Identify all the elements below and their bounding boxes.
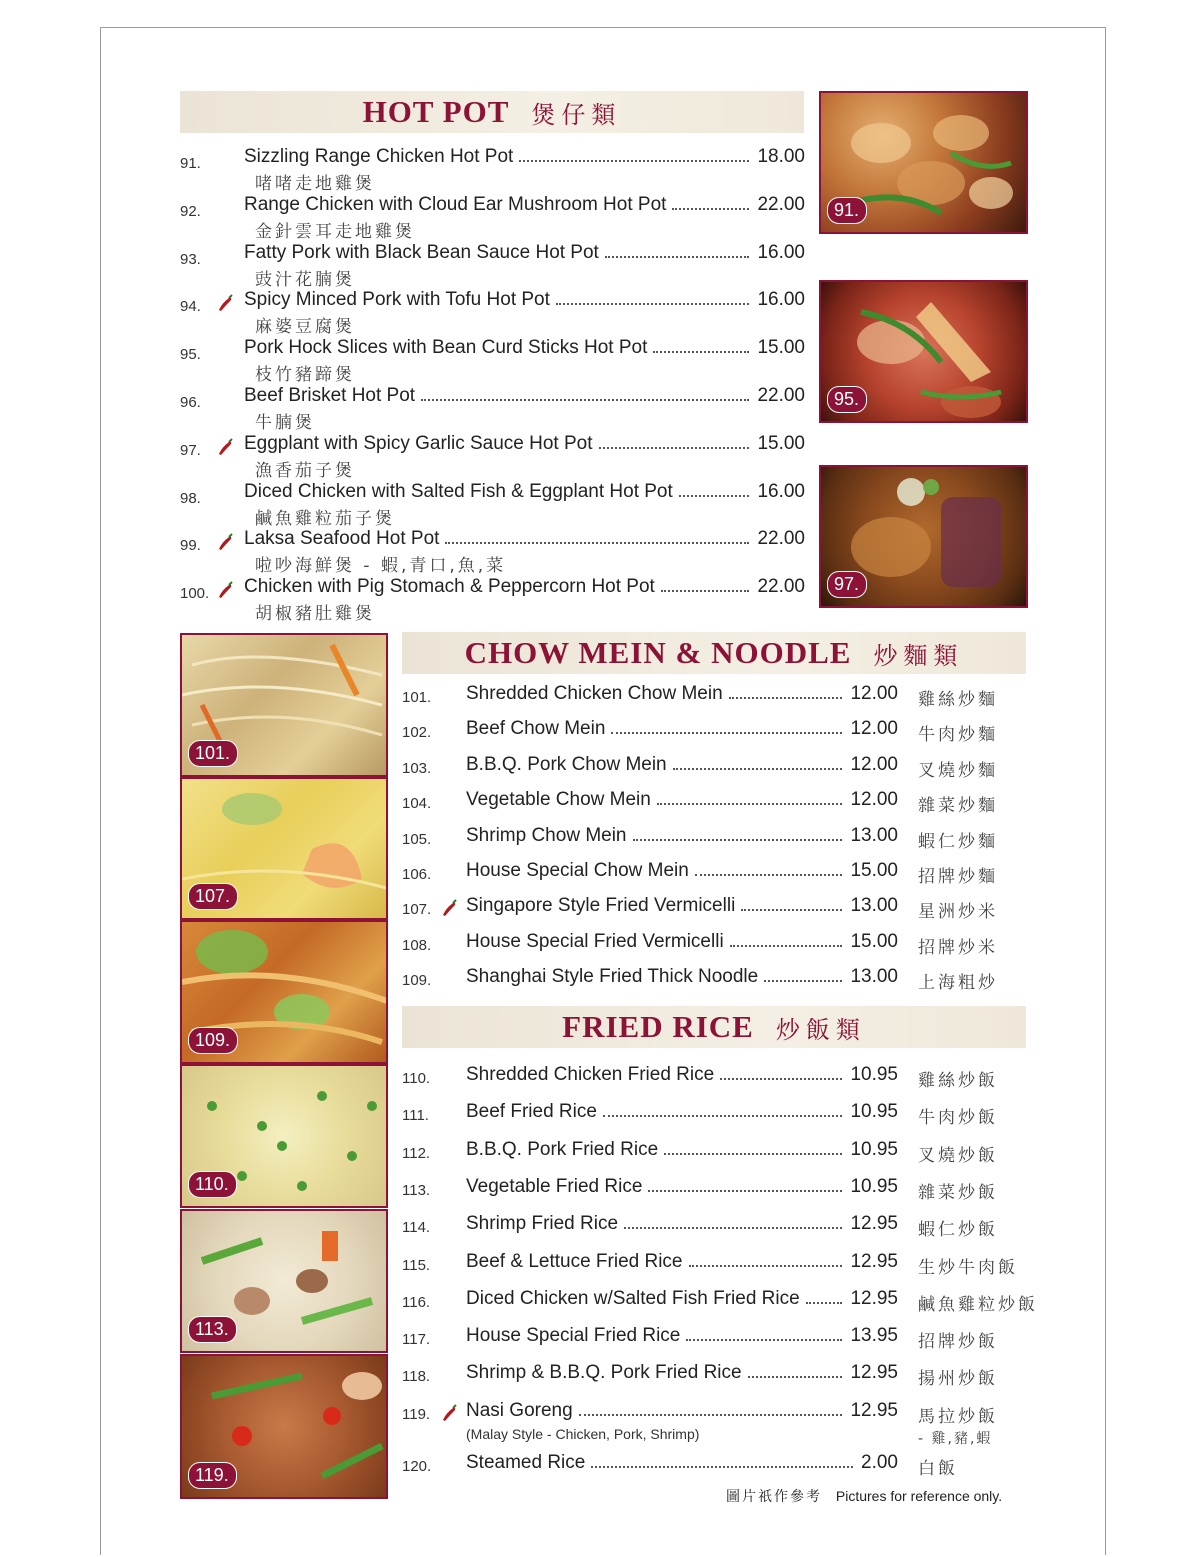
chili-pepper-icon bbox=[216, 532, 236, 552]
item-name: Shrimp Fried Rice bbox=[466, 1213, 619, 1235]
dot-leader bbox=[729, 697, 843, 699]
dot-leader bbox=[611, 732, 842, 734]
item-number: 118. bbox=[402, 1368, 431, 1386]
dot-leader bbox=[519, 160, 749, 162]
item-price: 22.00 bbox=[757, 576, 805, 598]
menu-item bbox=[178, 481, 805, 529]
chow-mein-title-zh: 炒麵類 bbox=[873, 641, 964, 670]
item-name-zh: 枝竹豬蹄煲 bbox=[255, 365, 355, 386]
dot-leader bbox=[591, 1466, 853, 1468]
item-name-zh: 牛肉炒飯 bbox=[918, 1108, 998, 1129]
dot-leader bbox=[556, 303, 750, 305]
item-number: 94. bbox=[180, 298, 201, 316]
item-number: 106. bbox=[402, 866, 432, 883]
item-line bbox=[466, 1288, 898, 1310]
dot-leader bbox=[806, 1302, 843, 1304]
photo-110 bbox=[180, 1064, 388, 1208]
item-line bbox=[466, 1176, 898, 1198]
item-line bbox=[466, 1213, 898, 1235]
item-name: Nasi Goreng bbox=[466, 1399, 573, 1421]
item-name: Beef Fried Rice bbox=[466, 1101, 597, 1123]
menu-item bbox=[178, 337, 805, 385]
menu-item bbox=[178, 576, 805, 624]
item-line bbox=[466, 895, 898, 917]
item-number: 115. bbox=[402, 1256, 431, 1274]
item-name: Shredded Chicken Fried Rice bbox=[466, 1064, 715, 1085]
dot-leader bbox=[689, 1265, 843, 1267]
item-price: 12.95 bbox=[850, 1213, 898, 1235]
item-name-zh: 馬拉炒飯 bbox=[918, 1406, 998, 1427]
item-number: 100. bbox=[180, 585, 210, 603]
menu-item bbox=[400, 1399, 1050, 1447]
menu-item bbox=[178, 289, 805, 337]
item-price: 13.00 bbox=[850, 895, 898, 917]
item-line bbox=[244, 433, 805, 455]
photo-95 bbox=[819, 280, 1028, 423]
menu-item bbox=[178, 242, 805, 290]
dot-leader bbox=[579, 1414, 843, 1416]
item-price: 12.95 bbox=[850, 1250, 898, 1272]
item-name: Vegetable Fried Rice bbox=[466, 1175, 643, 1197]
dot-leader bbox=[664, 1153, 842, 1155]
dot-leader bbox=[764, 980, 842, 982]
item-number: 112. bbox=[402, 1144, 431, 1162]
dot-leader bbox=[605, 256, 750, 258]
item-name-zh: 麻婆豆腐煲 bbox=[255, 317, 355, 338]
item-name: Shanghai Style Fried Thick Noodle bbox=[466, 966, 759, 988]
item-price: 10.95 bbox=[850, 1138, 898, 1160]
dot-leader bbox=[748, 1376, 843, 1378]
hot-pot-banner bbox=[180, 91, 804, 133]
dot-leader bbox=[445, 542, 749, 544]
photo-113 bbox=[180, 1209, 388, 1353]
dot-leader bbox=[599, 447, 750, 449]
chili-pepper-icon bbox=[216, 580, 236, 600]
item-price: 10.95 bbox=[850, 1101, 898, 1123]
item-name-zh: 揚州炒飯 bbox=[918, 1369, 998, 1390]
item-name-zh: 雞絲炒飯 bbox=[918, 1071, 998, 1091]
item-number: 102. bbox=[402, 724, 432, 742]
photo-119 bbox=[180, 1354, 388, 1499]
item-number: 114. bbox=[402, 1219, 431, 1237]
photo-badge-97: 97. bbox=[827, 571, 867, 598]
item-number: 97. bbox=[180, 441, 201, 459]
item-price: 10.95 bbox=[850, 1175, 898, 1197]
item-line bbox=[244, 337, 805, 359]
photo-badge-109: 109. bbox=[188, 1027, 238, 1054]
item-line bbox=[466, 1139, 898, 1161]
dot-leader bbox=[653, 351, 749, 353]
item-price: 16.00 bbox=[757, 480, 805, 502]
item-line bbox=[466, 860, 898, 882]
item-name: Vegetable Chow Mein bbox=[466, 789, 651, 811]
item-name: Sizzling Range Chicken Hot Pot bbox=[244, 146, 514, 167]
item-price: 12.00 bbox=[850, 718, 898, 740]
menu-item bbox=[178, 146, 805, 194]
item-price: 13.00 bbox=[850, 824, 898, 846]
item-number: 110. bbox=[402, 1070, 431, 1087]
item-number: 95. bbox=[180, 346, 201, 364]
item-name-zh: 牛肉炒麵 bbox=[918, 725, 998, 746]
fried-rice-title: FRIED RICE bbox=[562, 1009, 754, 1044]
item-name: Chicken with Pig Stomach & Peppercorn Hot Pot bbox=[244, 576, 655, 598]
item-name: Diced Chicken with Salted Fish & Eggplant Hot Pot bbox=[244, 480, 673, 502]
menu-item bbox=[400, 1362, 1050, 1392]
item-name-zh: 招牌炒米 bbox=[918, 937, 998, 958]
item-number: 119. bbox=[402, 1405, 431, 1423]
item-name-zh: 牛腩煲 bbox=[255, 413, 315, 433]
item-name: Fatty Pork with Black Bean Sauce Hot Pot bbox=[244, 241, 599, 263]
item-line bbox=[244, 528, 805, 550]
item-name-zh: 鹹魚雞粒炒飯 bbox=[918, 1294, 1038, 1315]
menu-item bbox=[400, 683, 1050, 713]
item-name-zh: 金針雲耳走地雞煲 bbox=[255, 221, 415, 242]
menu-item bbox=[400, 1213, 1050, 1243]
item-price: 16.00 bbox=[757, 289, 805, 311]
item-line bbox=[466, 683, 898, 705]
item-price: 18.00 bbox=[757, 146, 805, 167]
item-name-zh: 叉燒炒飯 bbox=[918, 1145, 998, 1166]
dot-leader bbox=[661, 590, 750, 592]
item-name-zh: 雜菜炒麵 bbox=[918, 796, 998, 817]
item-name: Beef & Lettuce Fried Rice bbox=[466, 1250, 683, 1272]
dot-leader bbox=[603, 1115, 843, 1117]
item-line bbox=[466, 1251, 898, 1273]
item-name: Spicy Minced Pork with Tofu Hot Pot bbox=[244, 289, 550, 311]
dot-leader bbox=[720, 1078, 842, 1080]
item-number: 99. bbox=[180, 537, 201, 555]
item-name: B.B.Q. Pork Chow Mein bbox=[466, 753, 667, 775]
item-name-zh: 鹹魚雞粒茄子煲 bbox=[255, 508, 395, 529]
item-name-zh: 招牌炒麵 bbox=[918, 867, 998, 887]
dot-leader bbox=[679, 495, 750, 497]
item-line bbox=[466, 1362, 898, 1384]
item-name: Range Chicken with Cloud Ear Mushroom Hot Pot bbox=[244, 193, 667, 215]
item-price: 12.95 bbox=[850, 1287, 898, 1309]
item-price: 10.95 bbox=[850, 1064, 898, 1085]
item-number: 93. bbox=[180, 250, 201, 268]
item-price: 13.95 bbox=[850, 1325, 898, 1347]
footer-note bbox=[726, 1486, 1002, 1506]
footer-note-zh: 圖片祇作參考 bbox=[726, 1489, 822, 1505]
menu-item bbox=[400, 931, 1050, 961]
chili-pepper-icon bbox=[440, 1403, 460, 1423]
item-number: 116. bbox=[402, 1293, 431, 1311]
menu-item bbox=[400, 1288, 1050, 1318]
item-name-zh: 啫啫走地雞煲 bbox=[255, 174, 375, 194]
item-number: 91. bbox=[180, 155, 201, 172]
item-line bbox=[244, 242, 805, 264]
item-number: 108. bbox=[402, 936, 432, 954]
item-line bbox=[244, 289, 805, 311]
photo-107 bbox=[180, 777, 388, 920]
item-price: 12.00 bbox=[850, 753, 898, 775]
dot-leader bbox=[624, 1227, 842, 1229]
item-name: House Special Chow Mein bbox=[466, 860, 689, 881]
item-name-zh: 生炒牛肉飯 bbox=[918, 1257, 1018, 1278]
item-name: Shrimp & B.B.Q. Pork Fried Rice bbox=[466, 1362, 742, 1384]
item-name: House Special Fried Vermicelli bbox=[466, 930, 724, 952]
item-line bbox=[244, 194, 805, 216]
item-name-zh: 蝦仁炒麵 bbox=[918, 831, 998, 852]
item-number: 104. bbox=[402, 795, 432, 813]
item-line bbox=[244, 385, 805, 407]
item-name: Diced Chicken w/Salted Fish Fried Rice bbox=[466, 1287, 800, 1309]
item-price: 12.95 bbox=[850, 1362, 898, 1384]
dot-leader bbox=[673, 768, 843, 770]
dot-leader bbox=[695, 874, 843, 876]
item-line bbox=[466, 966, 898, 988]
item-price: 13.00 bbox=[850, 966, 898, 988]
item-name-zh: 雞絲炒麵 bbox=[918, 690, 998, 710]
menu-item bbox=[400, 895, 1050, 925]
photo-badge-110: 110. bbox=[188, 1171, 237, 1198]
item-name: Shredded Chicken Chow Mein bbox=[466, 683, 723, 704]
chili-pepper-icon bbox=[216, 293, 236, 313]
item-price: 15.00 bbox=[850, 930, 898, 952]
item-price: 12.00 bbox=[850, 789, 898, 811]
menu-item bbox=[400, 1452, 1050, 1482]
menu-item bbox=[400, 1139, 1050, 1169]
menu-item bbox=[400, 1176, 1050, 1206]
item-number: 98. bbox=[180, 489, 201, 507]
item-number: 113. bbox=[402, 1181, 431, 1199]
item-name-zh: 招牌炒飯 bbox=[918, 1332, 998, 1353]
item-line bbox=[466, 789, 898, 811]
item-name: Pork Hock Slices with Bean Curd Sticks Hot Pot bbox=[244, 337, 648, 359]
item-name-zh: 豉汁花腩煲 bbox=[255, 269, 355, 290]
chow-mein-banner bbox=[402, 632, 1026, 674]
item-number: 96. bbox=[180, 394, 201, 411]
menu-item bbox=[400, 966, 1050, 996]
item-number: 105. bbox=[402, 830, 432, 848]
item-name-zh: 胡椒豬肚雞煲 bbox=[255, 604, 375, 625]
item-line bbox=[466, 1064, 898, 1086]
dot-leader bbox=[648, 1190, 842, 1192]
item-name-zh: 白飯 bbox=[918, 1459, 958, 1479]
item-line bbox=[466, 718, 898, 740]
dot-leader bbox=[633, 839, 843, 841]
item-line bbox=[244, 576, 805, 598]
item-line bbox=[244, 146, 805, 168]
item-name: Laksa Seafood Hot Pot bbox=[244, 528, 440, 550]
photo-badge-95: 95. bbox=[827, 386, 867, 413]
item-name-zh: 蝦仁炒飯 bbox=[918, 1220, 998, 1241]
item-name: B.B.Q. Pork Fried Rice bbox=[466, 1138, 659, 1160]
item-name-zh: 漁香茄子煲 bbox=[255, 460, 355, 481]
item-name: Singapore Style Fried Vermicelli bbox=[466, 895, 736, 917]
item-name-zh: 叉燒炒麵 bbox=[918, 760, 998, 781]
chow-mein-title: CHOW MEIN & NOODLE bbox=[464, 635, 852, 670]
dot-leader bbox=[657, 803, 843, 805]
chili-pepper-icon bbox=[216, 437, 236, 457]
menu-item bbox=[400, 1101, 1050, 1131]
item-line bbox=[466, 825, 898, 847]
item-name: House Special Fried Rice bbox=[466, 1325, 681, 1347]
menu-item bbox=[178, 433, 805, 481]
item-line bbox=[466, 1400, 898, 1422]
item-name: Beef Chow Mein bbox=[466, 718, 606, 740]
item-price: 2.00 bbox=[861, 1452, 898, 1473]
item-name-zh: 星洲炒米 bbox=[918, 902, 998, 923]
photo-badge-119: 119. bbox=[188, 1462, 237, 1489]
item-line bbox=[466, 1325, 898, 1347]
photo-badge-91: 91. bbox=[827, 197, 867, 224]
chili-pepper-icon bbox=[440, 898, 460, 918]
item-number: 117. bbox=[402, 1331, 431, 1349]
menu-item bbox=[400, 860, 1050, 890]
item-price: 15.00 bbox=[757, 337, 805, 359]
dot-leader bbox=[686, 1339, 842, 1341]
menu-item bbox=[400, 754, 1050, 784]
item-name: Eggplant with Spicy Garlic Sauce Hot Pot bbox=[244, 432, 593, 454]
item-name-zh: 雜菜炒飯 bbox=[918, 1182, 998, 1203]
item-number: 111. bbox=[402, 1107, 429, 1125]
dot-leader bbox=[730, 945, 843, 947]
item-name: Beef Brisket Hot Pot bbox=[244, 385, 416, 406]
hot-pot-title: HOT POT bbox=[362, 94, 510, 129]
item-number: 120. bbox=[402, 1458, 432, 1475]
menu-item bbox=[400, 789, 1050, 819]
photo-badge-113: 113. bbox=[188, 1316, 237, 1343]
fried-rice-banner bbox=[402, 1006, 1026, 1048]
menu-item bbox=[400, 1064, 1050, 1094]
item-number: 101. bbox=[402, 689, 432, 706]
photo-101 bbox=[180, 633, 388, 777]
item-name: Steamed Rice bbox=[466, 1452, 586, 1473]
dot-leader bbox=[421, 399, 749, 401]
photo-109 bbox=[180, 920, 388, 1064]
item-price: 22.00 bbox=[757, 528, 805, 550]
item-price: 12.00 bbox=[850, 683, 898, 704]
menu-item bbox=[400, 825, 1050, 855]
item-price: 22.00 bbox=[757, 193, 805, 215]
item-price: 12.95 bbox=[850, 1399, 898, 1421]
photo-91 bbox=[819, 91, 1028, 234]
item-note-zh: - 雞,豬,蝦 bbox=[918, 1430, 993, 1447]
item-price: 16.00 bbox=[757, 241, 805, 263]
item-line bbox=[244, 481, 805, 503]
item-line bbox=[466, 1101, 898, 1123]
item-number: 92. bbox=[180, 202, 201, 220]
item-price: 15.00 bbox=[850, 860, 898, 881]
item-price: 15.00 bbox=[757, 432, 805, 454]
photo-97 bbox=[819, 465, 1028, 608]
item-note: (Malay Style - Chicken, Pork, Shrimp) bbox=[466, 1425, 700, 1442]
menu-item bbox=[400, 1325, 1050, 1355]
item-number: 103. bbox=[402, 759, 432, 777]
item-name: Shrimp Chow Mein bbox=[466, 824, 627, 846]
item-name-zh: 啦吵海鮮煲 - 蝦,青口,魚,菜 bbox=[255, 556, 507, 577]
photo-badge-101: 101. bbox=[188, 740, 238, 767]
menu-item bbox=[178, 194, 805, 242]
item-price: 22.00 bbox=[757, 385, 805, 406]
item-number: 107. bbox=[402, 901, 432, 919]
item-line bbox=[466, 1452, 898, 1474]
item-line bbox=[466, 931, 898, 953]
menu-item bbox=[178, 385, 805, 433]
menu-item bbox=[400, 1251, 1050, 1281]
item-name-zh: 上海粗炒 bbox=[918, 973, 998, 994]
dot-leader bbox=[672, 208, 749, 210]
menu-item bbox=[400, 718, 1050, 748]
footer-note-en: Pictures for reference only. bbox=[835, 1488, 1003, 1504]
item-line bbox=[466, 754, 898, 776]
item-number: 109. bbox=[402, 972, 432, 990]
dot-leader bbox=[741, 909, 842, 911]
photo-badge-107: 107. bbox=[188, 883, 238, 910]
fried-rice-title-zh: 炒飯類 bbox=[775, 1015, 866, 1044]
menu-item bbox=[178, 528, 805, 576]
hot-pot-title-zh: 煲仔類 bbox=[531, 100, 622, 129]
